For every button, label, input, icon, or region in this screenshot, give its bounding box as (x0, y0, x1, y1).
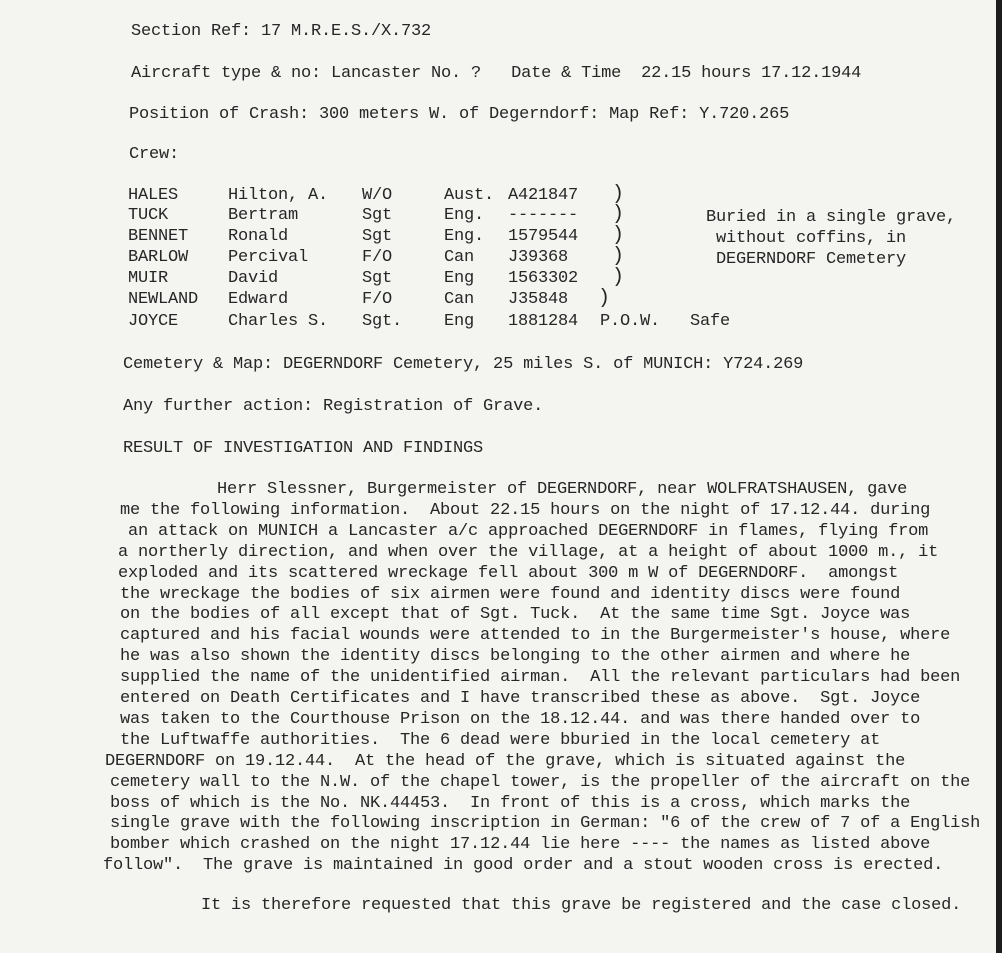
bracket: ) (612, 245, 625, 268)
findings-line: DEGERNDORF on 19.12.44. At the head of the grave, which is situated against the (105, 751, 906, 771)
findings-line: single grave with the following inscription in German: "6 of the crew of 7 of a English (110, 814, 981, 834)
findings-line: bomber which crashed on the night 17.12.44 lie here ---- the names as listed above (110, 835, 931, 855)
findings-line: an attack on MUNICH a Lancaster a/c approached DEGERNDORF in flames, flying from (128, 521, 929, 541)
crew-nation: Eng (444, 312, 475, 331)
crew-number: ------- (508, 206, 579, 225)
crew-number: 1881284 (508, 312, 579, 331)
crew-rank: Sgt (362, 206, 393, 225)
crew-rank: Sgt (362, 269, 393, 288)
crew-number: 1579544 (508, 227, 579, 246)
bracket: ) (598, 287, 611, 310)
findings-line: entered on Death Certificates and I have transcribed these as above. Sgt. Joyce (120, 689, 921, 708)
findings-line: boss of which is the No. NK.44453. In front of this is a cross, which marks the (110, 793, 911, 813)
crew-nation: Can (444, 248, 475, 267)
burial-note-3: DEGERNDORF Cemetery (706, 250, 907, 269)
aircraft-line: Aircraft type & no: Lancaster No. ? Date & Time 22.15 hours 17.12.1944 (131, 64, 862, 83)
burial-note-2: without coffins, in (706, 229, 907, 248)
crew-nation: Eng. (444, 206, 485, 225)
crew-surname: HALES (128, 186, 179, 205)
crew-forename: Bertram (228, 206, 299, 225)
crew-number: A421847 (508, 186, 579, 205)
findings-line: supplied the name of the unidentified airman. All the relevant particulars had been (120, 668, 961, 688)
crew-surname: BENNET (128, 227, 189, 246)
position-line: Position of Crash: 300 meters W. of Degerndorf: Map Ref: Y.720.265 (129, 105, 790, 124)
crew-surname: TUCK (128, 206, 169, 225)
bracket: ) (612, 203, 625, 226)
crew-forename: Edward (228, 290, 289, 309)
findings-line: the Luftwaffe authorities. The 6 dead were bburied in the local cemetery at (120, 730, 881, 750)
crew-nation: Eng. (444, 227, 485, 246)
crew-rank: F/O (362, 248, 393, 267)
section-ref: Section Ref: 17 M.R.E.S./X.732 (131, 22, 432, 41)
findings-line: follow". The grave is maintained in good order and a stout wooden cross is erected. (103, 856, 944, 876)
findings-line: captured and his facial wounds were attended to in the Burgermeister's house, where (120, 626, 951, 646)
findings-line: a northerly direction, and when over the village, at a height of about 1000 m., it (118, 542, 939, 562)
findings-line: Herr Slessner, Burgermeister of DEGERNDORF, near WOLFRATSHAUSEN, gave (217, 480, 908, 499)
result-heading: RESULT OF INVESTIGATION AND FINDINGS (123, 439, 484, 458)
crew-forename: Ronald (228, 227, 289, 246)
burial-note-1: Buried in a single grave, (706, 208, 957, 227)
findings-line: he was also shown the identity discs belonging to the other airmen and where he (120, 647, 911, 667)
crew-number: J39368 (508, 248, 569, 267)
crew-number: 1563302 (508, 269, 579, 288)
bracket: ) (612, 266, 625, 289)
crew-surname: MUIR (128, 269, 169, 288)
findings-line: on the bodies of all except that of Sgt. Tuck. At the same time Sgt. Joyce was (120, 605, 911, 625)
crew-forename: Charles S. (228, 312, 329, 331)
crew-number: J35848 (508, 290, 569, 309)
crew-forename: Hilton, A. (228, 186, 329, 205)
further-action-line: Any further action: Registration of Grave. (123, 397, 544, 416)
crew-forename: David (228, 269, 279, 288)
crew-rank: Sgt (362, 227, 393, 246)
crew-label: Crew: (129, 145, 180, 164)
findings-line: me the following information. About 22.15 hours on the night of 17.12.44. during (120, 500, 931, 520)
bracket: ) (612, 183, 625, 206)
findings-line: exploded and its scattered wreckage fell about 300 m W of DEGERNDORF. amongst (118, 563, 899, 583)
crew-nation: Can (444, 290, 475, 309)
crew-rank: F/O (362, 290, 393, 309)
findings-line: the wreckage the bodies of six airmen were found and identity discs were found (120, 584, 901, 604)
crew-nation: Eng (444, 269, 475, 288)
crew-surname: NEWLAND (128, 290, 199, 309)
crew-rank: Sgt. (362, 312, 403, 331)
crew-status: P.O.W. Safe (600, 312, 731, 331)
crew-forename: Percival (228, 248, 309, 267)
crew-surname: BARLOW (128, 248, 189, 267)
findings-line: was taken to the Courthouse Prison on the 18.12.44. and was there handed over to (120, 709, 921, 729)
crew-surname: JOYCE (128, 312, 179, 331)
cemetery-line: Cemetery & Map: DEGERNDORF Cemetery, 25 miles S. of MUNICH: Y724.269 (123, 355, 804, 374)
crew-rank: W/O (362, 186, 393, 205)
crew-nation: Aust. (444, 186, 495, 205)
closing-line: It is therefore requested that this grave be registered and the case closed. (201, 896, 962, 915)
findings-line: cemetery wall to the N.W. of the chapel tower, is the propeller of the aircraft on the (110, 772, 971, 792)
bracket: ) (612, 224, 625, 247)
scan-edge (996, 0, 1002, 953)
